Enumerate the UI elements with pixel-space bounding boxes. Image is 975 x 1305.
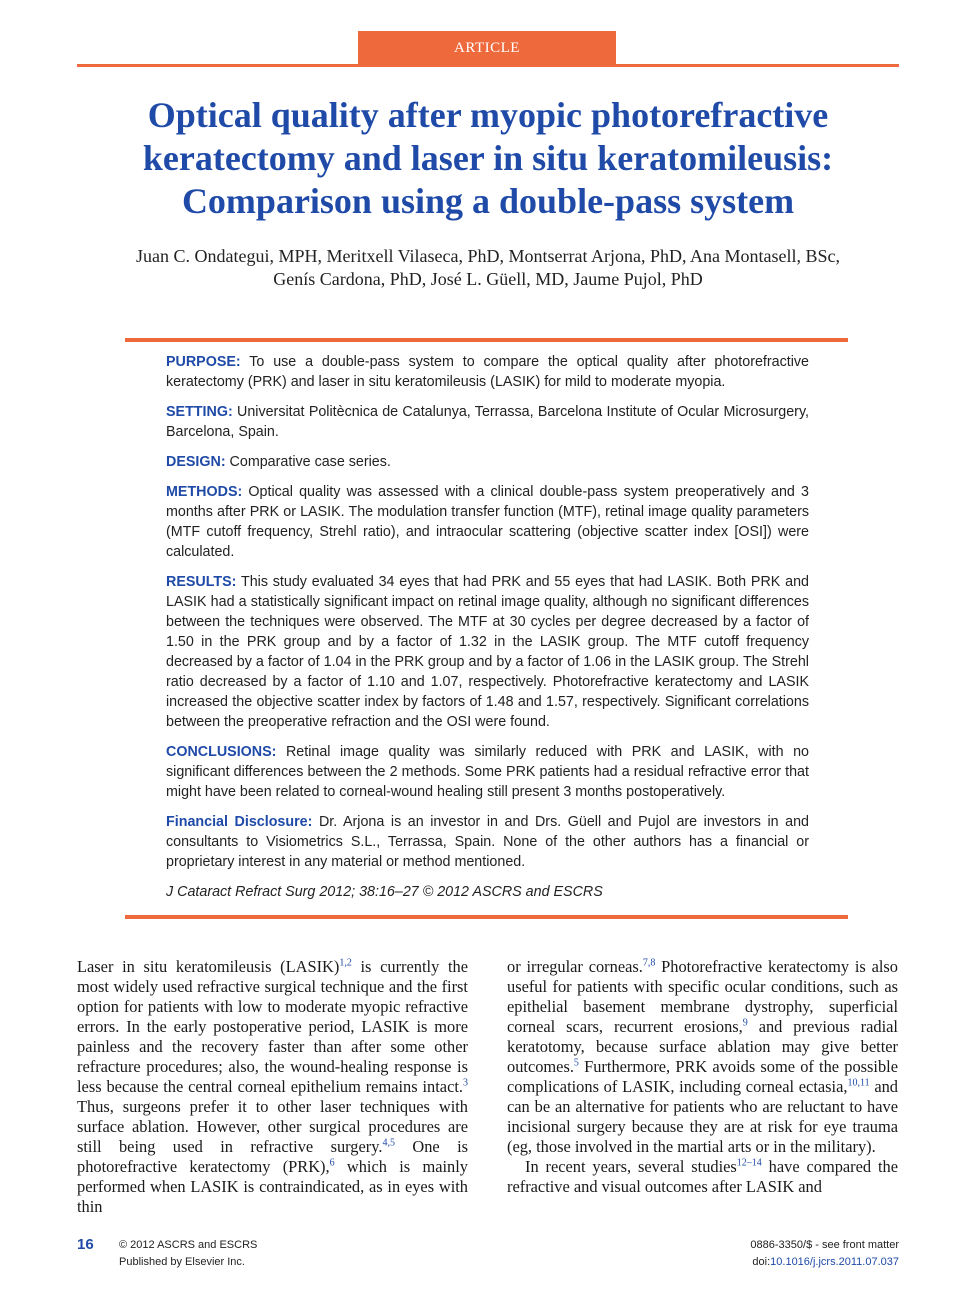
body-text: and previous radial keratotomy, because surface ablation may give better outcomes. bbox=[507, 1017, 898, 1076]
methods-text: Optical quality was assessed with a clinical double-pass system preoperatively and 3 months after PRK or LASIK. The modulation transfer function (MTF), retinal image quality parameters (MTF cutoff frequency, Strehl ratio), and intraocular scattering (objective scatter index [OSI]) were calculated. bbox=[166, 484, 809, 560]
body-text: Thus, surgeons prefer it to other laser techniques with surface ablation. However, other surgical procedures are still being used in refractive surgery. bbox=[77, 1097, 468, 1156]
body-column-right bbox=[507, 957, 898, 1197]
reference-link[interactable]: 3 bbox=[463, 1077, 468, 1089]
reference-link[interactable]: 7,8 bbox=[642, 957, 656, 969]
journal-citation: J Cataract Refract Surg 2012; 38:16–27 © 2012 ASCRS and ESCRS bbox=[166, 884, 603, 900]
abstract-results bbox=[166, 572, 809, 732]
reference-link[interactable]: 6 bbox=[329, 1157, 335, 1169]
page-number: 16 bbox=[77, 1236, 94, 1253]
footer-copyright: © 2012 ASCRS and ESCRS bbox=[119, 1239, 258, 1251]
reference-link[interactable]: 12–14 bbox=[736, 1157, 762, 1169]
results-label: RESULTS: bbox=[166, 574, 237, 590]
disclosure-label: Financial Disclosure: bbox=[166, 814, 313, 830]
reference-link[interactable]: 10,11 bbox=[847, 1077, 870, 1089]
purpose-text: To use a double-pass system to compare the optical quality after photorefractive keratectomy (PRK) and laser in situ keratomileusis (LASIK) for mild to moderate myopia. bbox=[166, 354, 809, 390]
abstract-setting bbox=[166, 402, 809, 442]
footer-left bbox=[119, 1237, 257, 1271]
article-title: Optical quality after myopic photorefractive keratectomy and laser in situ keratomileusis: Comparison using a double-pass system bbox=[142, 95, 834, 221]
body-text: Furthermore, PRK avoids some of the possible complications of LASIK, including corneal ectasia, bbox=[507, 1057, 898, 1096]
disclosure-text: Dr. Arjona is an investor in and Drs. Güell and Pujol are investors in and consultants to Visiometrics S.L., Terrassa, Spain. None of the other authors has a financial or proprietary interest in any material or method mentioned. bbox=[166, 814, 809, 870]
design-label: DESIGN: bbox=[166, 454, 226, 470]
reference-link[interactable]: 4,5 bbox=[382, 1137, 395, 1149]
body-text: In recent years, several studies bbox=[525, 1157, 737, 1176]
authors-line-1: Juan C. Ondategui, MPH, Meritxell Vilaseca, PhD, Montserrat Arjona, PhD, Ana Montasell, BSc, bbox=[135, 246, 840, 266]
abstract-top-rule bbox=[125, 338, 848, 342]
design-text: Comparative case series. bbox=[225, 454, 391, 470]
body-text: One is photorefractive keratectomy (PRK), bbox=[77, 1137, 469, 1176]
abstract-conclusions bbox=[166, 742, 809, 802]
conclusions-label: CONCLUSIONS: bbox=[166, 744, 277, 760]
setting-label: SETTING: bbox=[166, 404, 233, 420]
body-text: have compared the refractive and visual outcomes after LASIK and bbox=[507, 1157, 898, 1196]
footer-doi bbox=[750, 1254, 899, 1271]
author-list bbox=[77, 245, 899, 291]
authors-line-2: Genís Cardona, PhD, José L. Güell, MD, Jaume Pujol, PhD bbox=[273, 269, 703, 289]
reference-link[interactable]: 9 bbox=[742, 1017, 748, 1029]
article-section-label: ARTICLE bbox=[358, 31, 616, 65]
results-text: This study evaluated 34 eyes that had PRK and 55 eyes that had LASIK. Both PRK and LASIK had a statistically significant impact on retinal image quality, although no significant differences between the techniques were observed. The MTF at 30 cycles per degree decreased by a factor of 1.50 in the PRK group and by a factor of 1.32 in the LASIK group. The MTF cutoff frequency decreased by a factor of 1.04 in the PRK group and by a factor of 1.06 in the LASIK group. The Strehl ratio decreased by a factor of 1.10 and 1.07, respectively. Photorefractive keratectomy and LASIK increased the objective scatter index by factors of 1.48 and 1.57, respectively. Significant correlations between the preoperative refraction and the OSI were found. bbox=[166, 574, 809, 730]
footer-issn: 0886-3350/$ - see front matter bbox=[750, 1239, 899, 1251]
abstract-methods bbox=[166, 482, 809, 562]
footer-publisher: Published by Elsevier Inc. bbox=[119, 1256, 245, 1268]
doi-prefix: doi: bbox=[752, 1256, 771, 1268]
body-text: or irregular corneas. bbox=[507, 957, 643, 976]
body-text: Laser in situ keratomileusis (LASIK) bbox=[77, 957, 340, 976]
abstract-purpose bbox=[166, 352, 809, 392]
body-text: Photorefractive keratectomy is also useful for patients with specific ocular conditions, such as epithelial basement membrane dystrophy, superficial corneal scars, recurrent erosions, bbox=[507, 957, 898, 1036]
conclusions-text: Retinal image quality was similarly reduced with PRK and LASIK, with no significant differences between the 2 methods. Some PRK patients had a residual refractive error that might have been related to corneal-wound healing still present 3 months postoperatively. bbox=[166, 744, 809, 800]
setting-text: Universitat Politècnica de Catalunya, Terrassa, Barcelona Institute of Ocular Microsurgery, Barcelona, Spain. bbox=[166, 404, 809, 440]
body-text: which is mainly performed when LASIK is contraindicated, as in eyes with thin bbox=[77, 1157, 468, 1216]
reference-link[interactable]: 1,2 bbox=[339, 957, 352, 969]
body-text: is currently the most widely used refractive surgical technique and the first option for patients with low to moderate myopic refractive errors. In the early postoperative period, LASIK is more painless and the recovery faster than after some other refracture procedures; also, the wound-healing response is less because the central corneal epithelium remains intact. bbox=[77, 957, 468, 1096]
abstract-disclosure bbox=[166, 812, 809, 872]
abstract bbox=[166, 352, 809, 912]
methods-label: METHODS: bbox=[166, 484, 243, 500]
footer-right bbox=[750, 1237, 899, 1271]
purpose-label: PURPOSE: bbox=[166, 354, 241, 370]
header-rule bbox=[77, 64, 899, 67]
reference-link[interactable]: 5 bbox=[573, 1057, 579, 1069]
body-column-left bbox=[77, 957, 468, 1217]
abstract-design bbox=[166, 452, 809, 472]
paragraph bbox=[507, 1157, 898, 1197]
body-text: and can be an alternative for patients who are reluctant to have incisional surgery because they are at risk for eye trauma (eg, those involved in the martial arts or in the military). bbox=[507, 1077, 898, 1156]
doi-link[interactable]: 10.1016/j.jcrs.2011.07.037 bbox=[770, 1256, 899, 1268]
abstract-bottom-rule bbox=[125, 915, 848, 919]
